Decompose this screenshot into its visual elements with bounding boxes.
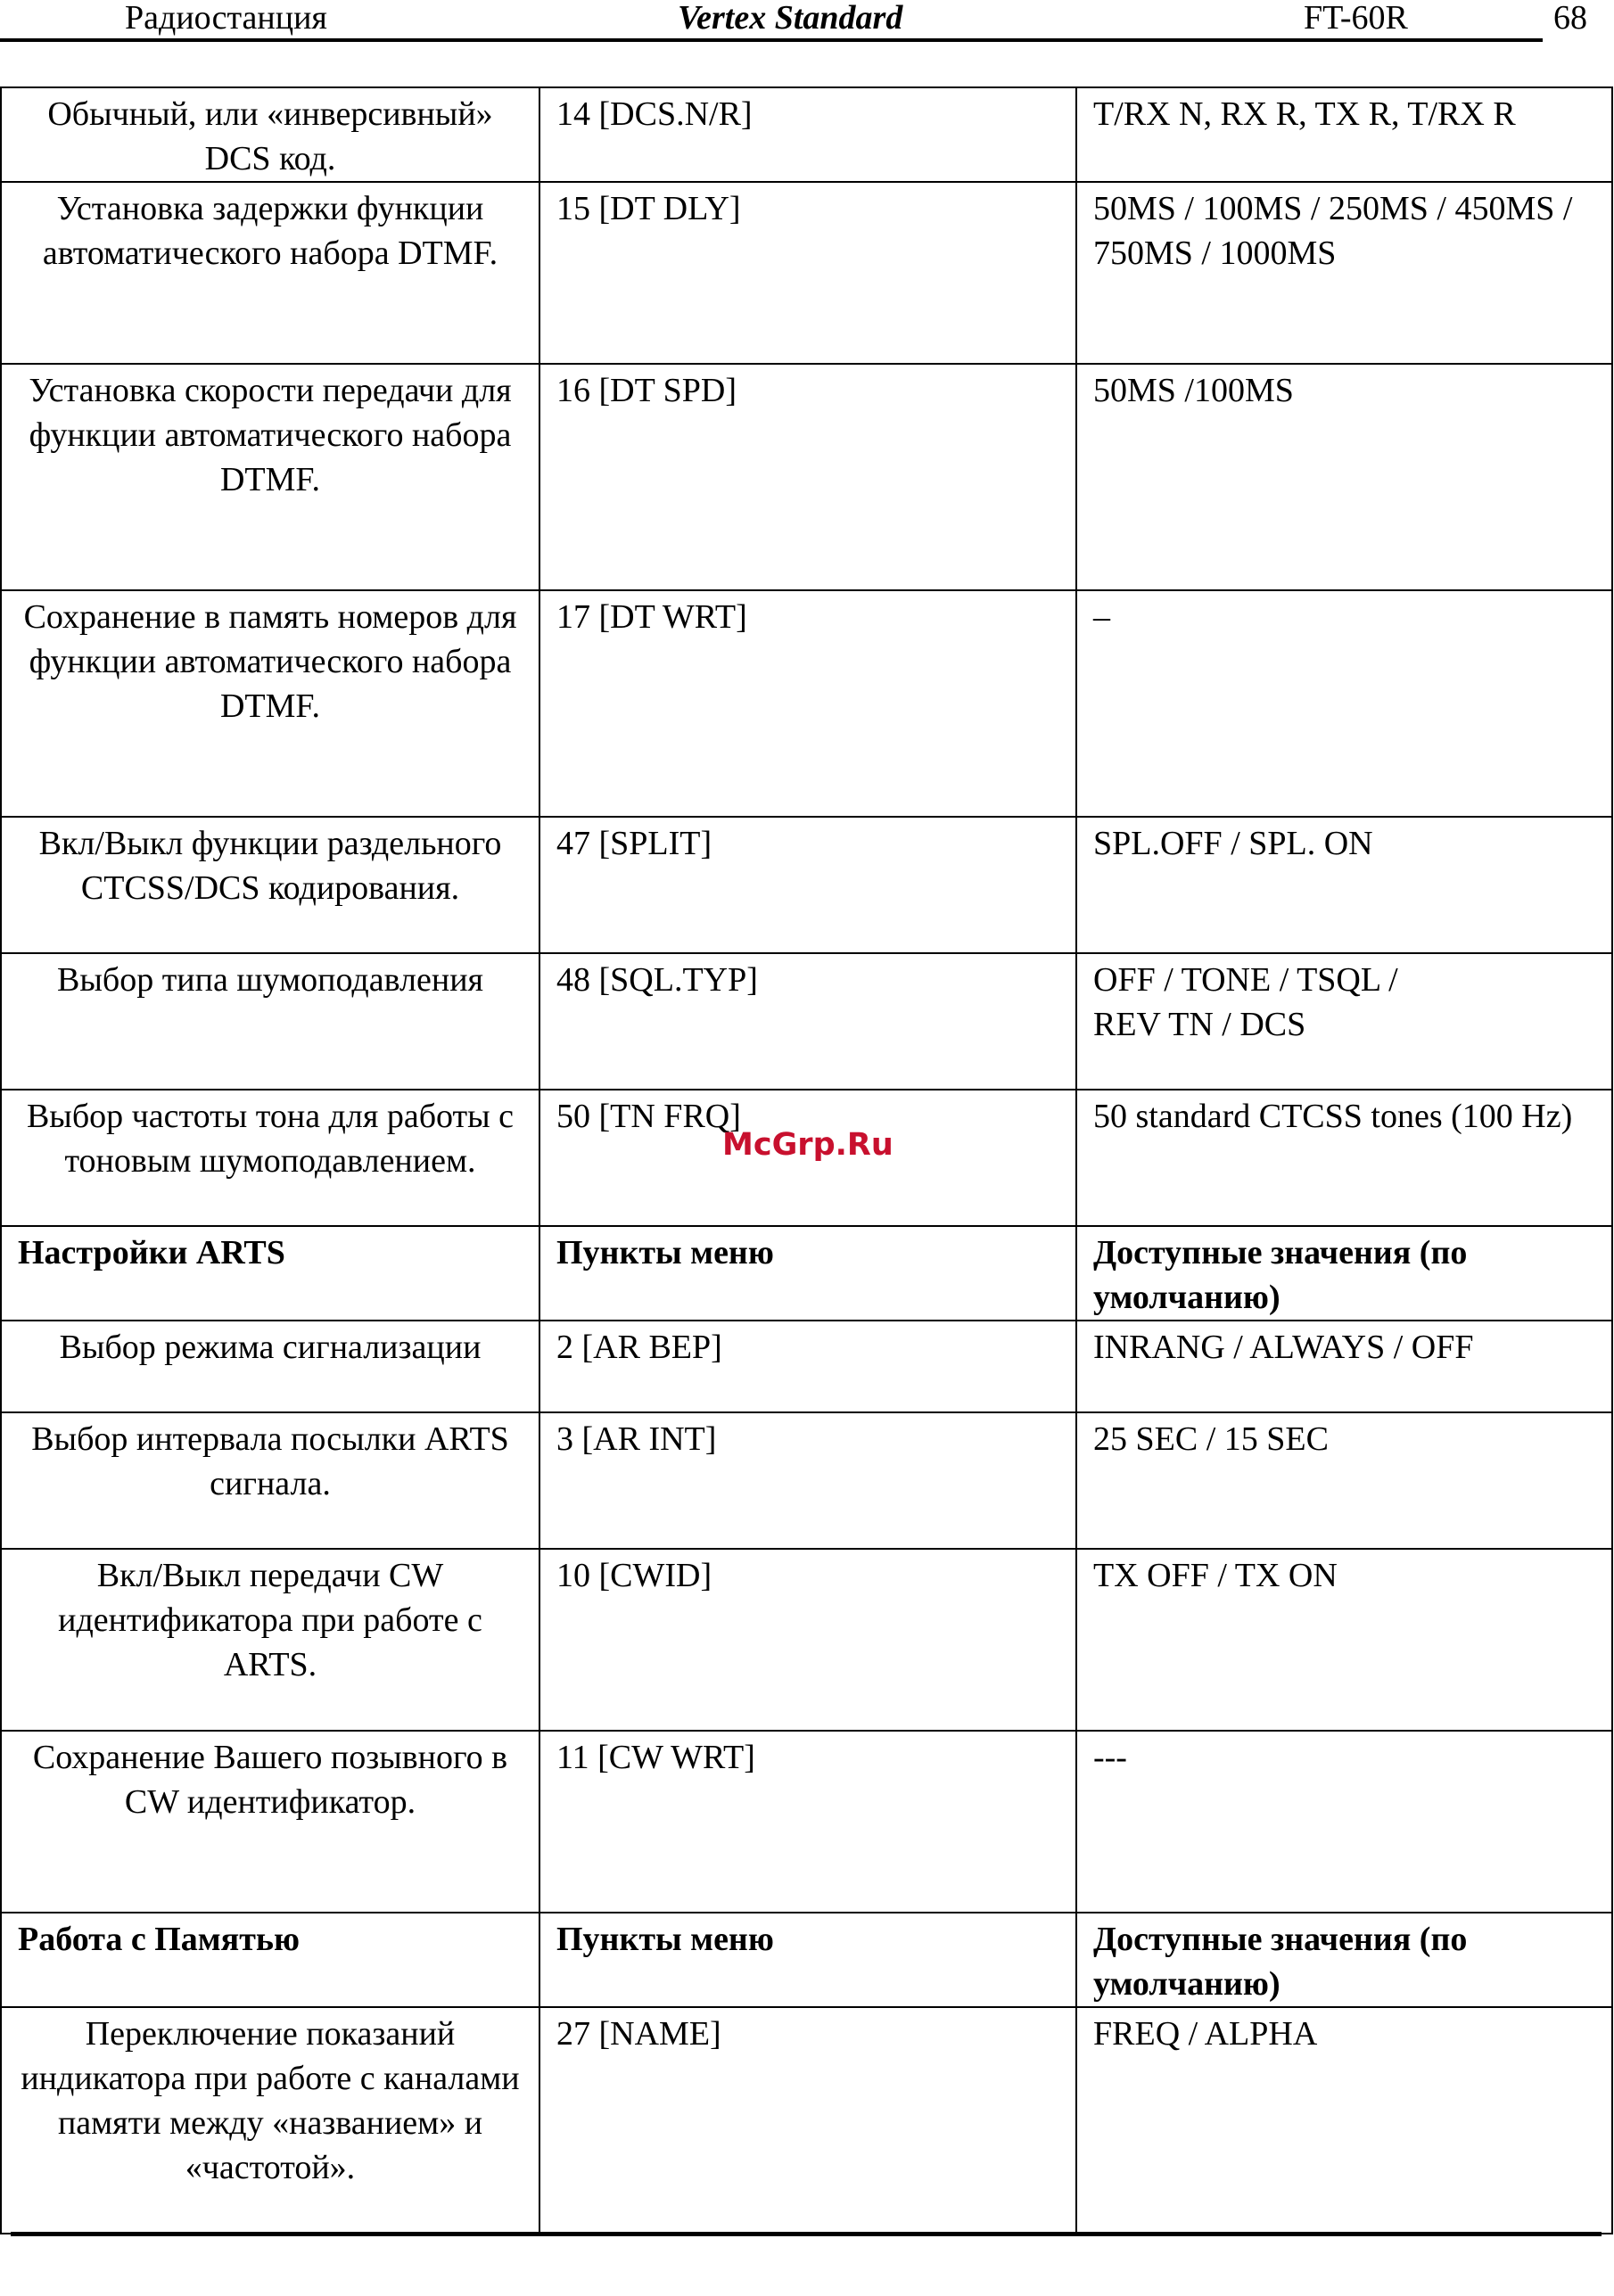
row-menu-item: 50 [TN FRQ] (539, 1090, 1076, 1226)
table-row (1, 1412, 1612, 1549)
row-description: Выбор интервала посылки ARTS сигнала. (1, 1412, 539, 1549)
table-row (1, 1731, 1612, 1913)
column-header-menu-items: Пункты меню (539, 1913, 1076, 2007)
row-menu-item: 3 [AR INT] (539, 1412, 1076, 1549)
section-title: Работа с Памятью (1, 1913, 539, 2007)
column-header-values: Доступные значения (по умолчанию) (1076, 1226, 1612, 1321)
watermark: McGrp.Ru (722, 1127, 893, 1163)
header-model: FT-60R (1304, 0, 1408, 37)
row-description: Вкл/Выкл передачи CW идентификатора при работе с ARTS. (1, 1549, 539, 1731)
table-row (1, 1549, 1612, 1731)
row-values: 50MS / 100MS / 250MS / 450MS / 750MS / 1000MS (1076, 182, 1612, 364)
footer-rule (11, 2232, 1602, 2236)
table-row (1, 182, 1612, 364)
row-menu-item: 15 [DT DLY] (539, 182, 1076, 364)
row-menu-item: 27 [NAME] (539, 2007, 1076, 2234)
header-doc-type: Радиостанция (125, 0, 327, 37)
section-header-row (1, 1913, 1612, 2007)
section-header-row (1, 1226, 1612, 1321)
row-description: Переключение показаний индикатора при работе с каналами памяти между «названием» и «частотой». (1, 2007, 539, 2234)
row-values: FREQ / ALPHA (1076, 2007, 1612, 2234)
row-description: Выбор типа шумоподавления (1, 953, 539, 1090)
header-brand: Vertex Standard (678, 0, 903, 37)
table-row (1, 953, 1612, 1090)
row-menu-item: 17 [DT WRT] (539, 590, 1076, 817)
row-values: 25 SEC / 15 SEC (1076, 1412, 1612, 1549)
page-number: 68 (1553, 0, 1587, 37)
row-menu-item: 16 [DT SPD] (539, 364, 1076, 590)
row-menu-item: 10 [CWID] (539, 1549, 1076, 1731)
row-values: 50MS /100MS (1076, 364, 1612, 590)
column-header-values: Доступные значения (по умолчанию) (1076, 1913, 1612, 2007)
row-description: Установка задержки функции автоматического набора DTMF. (1, 182, 539, 364)
row-values: SPL.OFF / SPL. ON (1076, 817, 1612, 953)
row-values: INRANG / ALWAYS / OFF (1076, 1321, 1612, 1412)
row-description: Сохранение Вашего позывного в CW идентификатор. (1, 1731, 539, 1913)
row-menu-item: 14 [DCS.N/R] (539, 87, 1076, 182)
row-description: Вкл/Выкл функции раздельного CTCSS/DCS кодирования. (1, 817, 539, 953)
table-row (1, 364, 1612, 590)
table-row (1, 1321, 1612, 1412)
page-header (0, 0, 1614, 53)
row-description: Сохранение в память номеров для функции автоматического набора DTMF. (1, 590, 539, 817)
row-description: Выбор режима сигнализации (1, 1321, 539, 1412)
row-values: – (1076, 590, 1612, 817)
column-header-menu-items: Пункты меню (539, 1226, 1076, 1321)
row-values: --- (1076, 1731, 1612, 1913)
table-row (1, 817, 1612, 953)
row-menu-item: 11 [CW WRT] (539, 1731, 1076, 1913)
row-values: TX OFF / TX ON (1076, 1549, 1612, 1731)
row-values: T/RX N, RX R, TX R, T/RX R (1076, 87, 1612, 182)
section-title: Настройки ARTS (1, 1226, 539, 1321)
table-row (1, 2007, 1612, 2234)
row-menu-item: 47 [SPLIT] (539, 817, 1076, 953)
row-menu-item: 48 [SQL.TYP] (539, 953, 1076, 1090)
table-row (1, 590, 1612, 817)
row-description: Обычный, или «инверсивный» DCS код. (1, 87, 539, 182)
row-values: 50 standard CTCSS tones (100 Hz) (1076, 1090, 1612, 1226)
table-row (1, 87, 1612, 182)
row-values: OFF / TONE / TSQL / REV TN / DCS (1076, 953, 1612, 1090)
row-description: Выбор частоты тона для работы с тоновым шумоподавлением. (1, 1090, 539, 1226)
row-description: Установка скорости передачи для функции автоматического набора DTMF. (1, 364, 539, 590)
row-menu-item: 2 [AR BEP] (539, 1321, 1076, 1412)
header-rule (0, 38, 1543, 42)
